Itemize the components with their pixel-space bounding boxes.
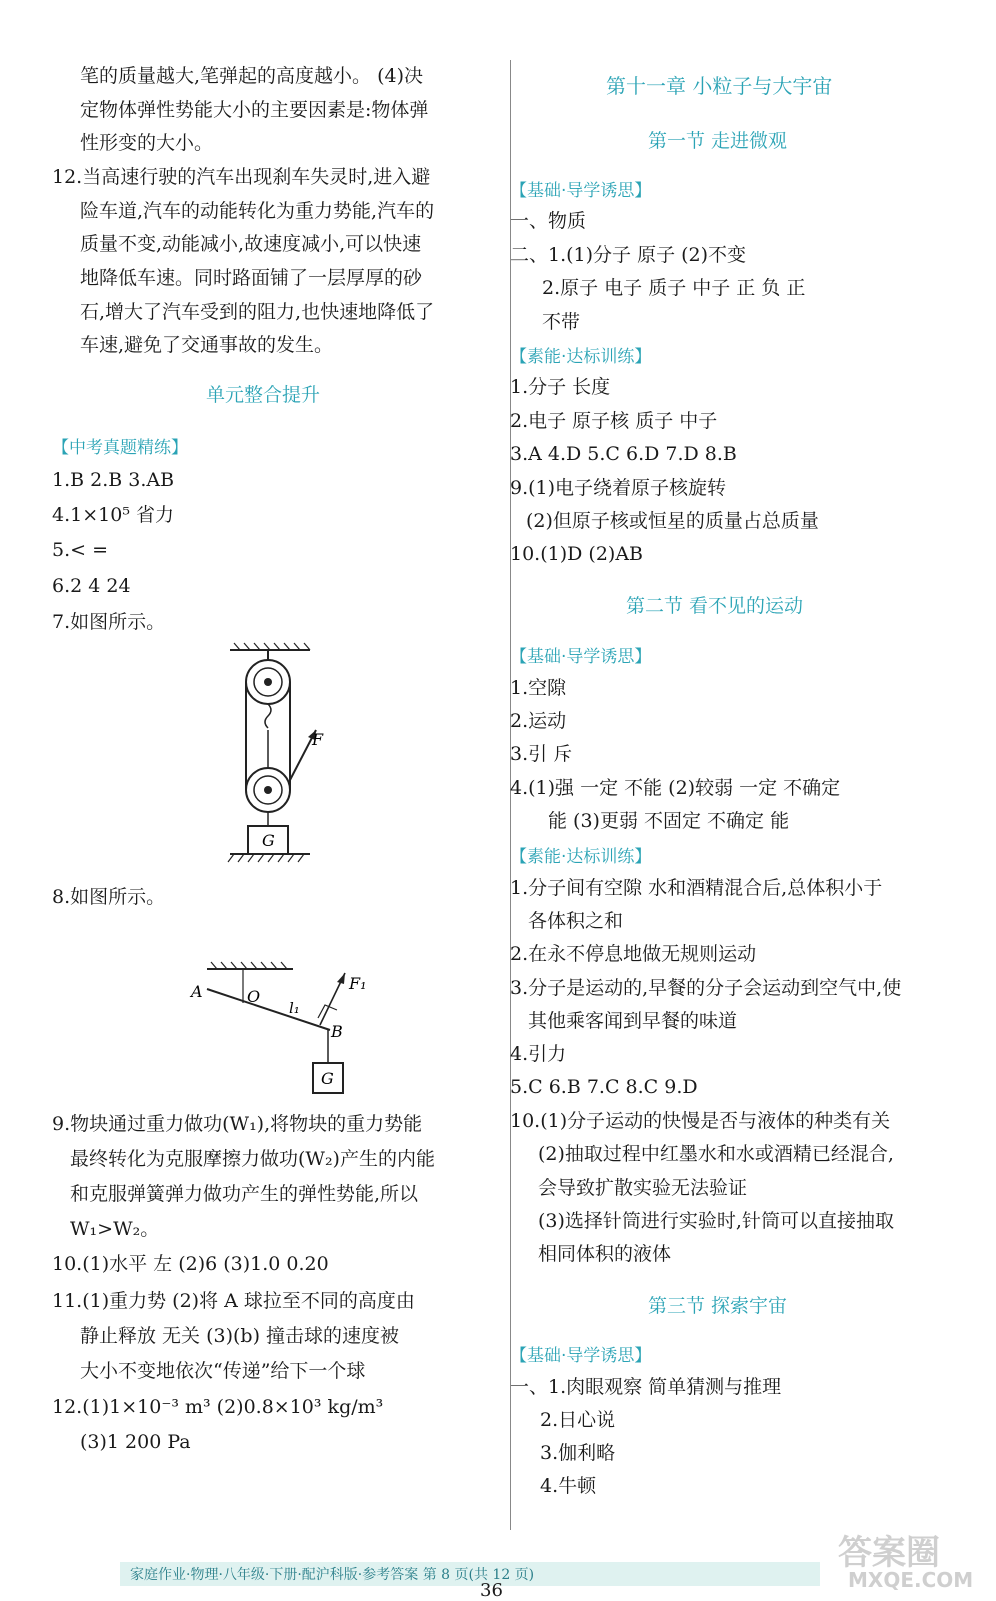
text-line: 和克服弹簧弹力做功产生的弹性势能,所以 xyxy=(70,1183,419,1205)
exercise-tag: 【基础·导学诱思】 xyxy=(510,647,652,667)
text-line: (3)1 200 Pa xyxy=(80,1431,191,1453)
page-number: 36 xyxy=(480,1580,503,1601)
exercise-tag: 【基础·导学诱思】 xyxy=(510,1346,652,1366)
text-line: 险车道,汽车的动能转化为重力势能,汽车的 xyxy=(80,200,435,222)
text-line: 质量不变,动能减小,故速度减小,可以快速 xyxy=(80,233,422,255)
section-heading: 第二节 看不见的运动 xyxy=(626,595,804,617)
answer-line: 6.2 4 24 xyxy=(52,575,131,597)
answer-line: 3.A 4.D 5.C 6.D 7.D 8.B xyxy=(510,443,737,465)
weight-label-g: G xyxy=(321,1069,334,1088)
chapter-heading: 第十一章 小粒子与大宇宙 xyxy=(606,74,833,98)
exercise-tag: 【中考真题精练】 xyxy=(52,438,188,458)
answer-line: 9.(1)电子绕着原子核旋转 xyxy=(510,477,727,499)
answer-line: 3.分子是运动的,早餐的分子会运动到空气中,使 xyxy=(510,977,902,999)
exercise-tag: 【基础·导学诱思】 xyxy=(510,181,652,201)
text-line: 车速,避免了交通事故的发生。 xyxy=(80,334,334,356)
answer-line: 2.运动 xyxy=(510,710,567,732)
force-label-f: F xyxy=(312,730,324,749)
answer-line: 10.(1)D (2)AB xyxy=(510,543,643,565)
answer-line: 1.分子间有空隙 水和酒精混合后,总体积小于 xyxy=(510,877,883,899)
answer-12-line: 12.(1)1×10⁻³ m³ (2)0.8×10³ kg/m³ xyxy=(52,1396,384,1418)
pulley-figure xyxy=(220,640,360,865)
footer-text: 家庭作业·物理·八年级·下册·配沪科版·参考答案 第 8 页(共 12 页) xyxy=(130,1567,535,1583)
section-heading: 第三节 探索宇宙 xyxy=(648,1295,788,1317)
watermark-logo: 答案圈 xyxy=(838,1533,940,1573)
answer-line: 10.(1)分子运动的快慢是否与液体的种类有关 xyxy=(510,1110,891,1132)
text-line: 性形变的大小。 xyxy=(80,132,214,154)
text-line: 不带 xyxy=(542,311,581,333)
text-line: 会导致扩散实验无法验证 xyxy=(538,1177,748,1199)
answer-line: 1.空隙 xyxy=(510,677,567,699)
answer-line: 10.(1)水平 左 (2)6 (3)1.0 0.20 xyxy=(52,1253,329,1275)
answer-line: 2.日心说 xyxy=(540,1409,616,1431)
answer-line: 2.在永不停息地做无规则运动 xyxy=(510,943,757,965)
answer-line: 2.电子 原子核 质子 中子 xyxy=(510,410,718,432)
answer-line: 1.分子 长度 xyxy=(510,376,611,398)
answer-line: 3.伽利略 xyxy=(540,1442,616,1464)
answer-9-line: 9.物块通过重力做功(W₁),将物块的重力势能 xyxy=(52,1113,423,1135)
text-line: 能 (3)更弱 不固定 不确定 能 xyxy=(548,810,790,832)
text-line: 相同体积的液体 xyxy=(538,1243,672,1265)
text-line: (2)抽取过程中红墨水和水或酒精已经混合, xyxy=(538,1143,894,1165)
watermark-url: MXQE.COM xyxy=(848,1568,974,1592)
weight-label-g: G xyxy=(262,831,275,850)
text-line: 各体积之和 xyxy=(528,910,624,932)
pivot-o-label: O xyxy=(247,987,261,1006)
answer-line: 1.B 2.B 3.AB xyxy=(52,469,175,491)
section-heading: 单元整合提升 xyxy=(206,384,321,406)
text-line: 石,增大了汽车受到的阻力,也快速地降低了 xyxy=(80,301,435,323)
lever-figure xyxy=(185,955,385,1100)
text-line: 笔的质量越大,笔弹起的高度越小。 (4)决 xyxy=(80,65,423,87)
exercise-tag: 【素能·达标训练】 xyxy=(510,347,652,367)
answer-line: 一、物质 xyxy=(510,210,587,232)
answer-line: 4.1×10⁵ 省力 xyxy=(52,504,174,526)
answer-12-line: 12.当高速行驶的汽车出现刹车失灵时,进入避 xyxy=(52,166,431,188)
answer-line: 5.< = xyxy=(52,539,109,561)
answer-line: 5.C 6.B 7.C 8.C 9.D xyxy=(510,1076,698,1098)
answer-line: 2.原子 电子 质子 中子 正 负 正 xyxy=(542,277,806,299)
answer-11-line: 11.(1)重力势 (2)将 A 球拉至不同的高度由 xyxy=(52,1290,415,1312)
text-line: 定物体弹性势能大小的主要因素是:物体弹 xyxy=(80,99,429,121)
text-line: (3)选择针筒进行实验时,针筒可以直接抽取 xyxy=(538,1210,894,1232)
text-line: (2)但原子核或恒星的质量占总质量 xyxy=(526,510,819,532)
exercise-tag: 【素能·达标训练】 xyxy=(510,847,652,867)
force-label-f1: F₁ xyxy=(349,974,367,993)
text-line: 地降低车速。同时路面铺了一层厚厚的砂 xyxy=(80,267,423,289)
text-line: W₁>W₂。 xyxy=(70,1218,160,1240)
text-line: 静止释放 无关 (3)(b) 撞击球的速度被 xyxy=(80,1325,400,1347)
answer-line: 4.(1)强 一定 不能 (2)较弱 一定 不确定 xyxy=(510,777,841,799)
answer-line: 7.如图所示。 xyxy=(52,611,166,633)
arm-l1-label: l₁ xyxy=(289,999,300,1017)
text-line: 大小不变地依次“传递”给下一个球 xyxy=(80,1360,366,1382)
answer-line: 一、1.肉眼观察 简单猜测与推理 xyxy=(510,1376,782,1398)
section-heading: 第一节 走进微观 xyxy=(648,130,788,152)
answer-line: 4.牛顿 xyxy=(540,1475,597,1497)
answer-line: 4.引力 xyxy=(510,1043,567,1065)
text-line: 其他乘客闻到早餐的味道 xyxy=(528,1010,738,1032)
point-b-label: B xyxy=(331,1022,343,1041)
answer-line: 3.引 斥 xyxy=(510,743,573,765)
answer-line: 二、1.(1)分子 原子 (2)不变 xyxy=(510,244,747,266)
point-a-label: A xyxy=(191,982,203,1001)
answer-line: 8.如图所示。 xyxy=(52,886,166,908)
text-line: 最终转化为克服摩擦力做功(W₂)产生的内能 xyxy=(70,1148,435,1170)
